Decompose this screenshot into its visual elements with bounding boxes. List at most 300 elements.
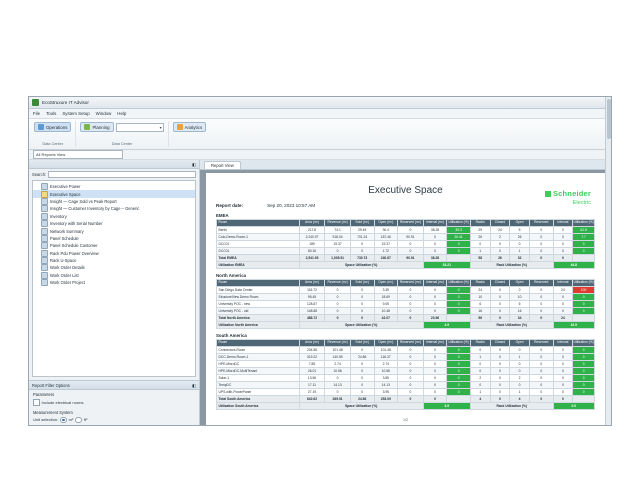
report-icon [41,235,48,242]
th-rack-utilization: Utilization (%) [573,280,595,287]
cell: 0 [350,294,374,301]
report-icon [41,264,48,271]
table-utilization-row [217,403,595,410]
cell: 0 [529,255,553,262]
main-body [29,160,611,425]
table-row [217,361,595,368]
cell: 0 [423,375,447,382]
cell: 2 [490,234,510,241]
cell: 0 [529,389,553,396]
table-utilization-row [217,322,595,329]
cell: 0 [553,347,573,354]
cell: 0 [510,241,530,248]
cell: 3.35 [374,287,398,294]
cell-utilization: 0 [447,294,471,301]
menu-item-file[interactable]: File [33,111,41,116]
table-emea [216,219,595,269]
table-row [217,375,595,382]
cell-rack-utilization-label: Rack Utilization (%) [470,322,553,329]
cell: 24 [490,227,510,234]
cell: 0 [490,368,510,375]
cell: 7.85 [299,361,325,368]
cell: 0 [553,301,573,308]
report-icon [41,213,48,220]
table-row [217,308,595,315]
cell: 0 [350,315,374,322]
cell: 0 [553,308,573,315]
unit-option-m2: m² [68,417,74,423]
cell: 0 [490,382,510,389]
th-rack-utilization: Utilization (%) [573,340,595,347]
section-title-south-america: South America [216,333,247,338]
analytics-button[interactable] [173,122,207,132]
cell-rack-utilization: 0 [573,308,595,315]
cell: 10.48 [374,308,398,315]
cell: 0 [398,389,424,396]
tree-item-rack-u-space[interactable] [33,257,195,264]
cell: 1 [470,248,490,255]
brand-line2: Electric [572,200,591,206]
cell: 0 [529,248,553,255]
cell: 0 [553,382,573,389]
cell: 148.68 [299,308,325,315]
cell: 2.74 [325,361,351,368]
cell: 253.09 [374,396,398,403]
cell: 74.1 [325,227,351,234]
table-row [217,301,595,308]
cell: 0 [423,389,447,396]
cell: 0 [350,382,374,389]
report-icon [41,198,48,205]
tree-item-work-order-project[interactable] [33,279,195,286]
report-icon [41,228,48,235]
unit-option-ft2: ft² [83,417,88,423]
cell: 38.28 [423,227,447,234]
th-revenue: Revenue (m²) [325,220,351,227]
cell-room: Berlin [217,227,300,234]
th-racks: Racks [470,280,490,287]
cell-utilization: 0 [447,301,471,308]
th-room: Room [217,280,300,287]
cell: 187.46 [374,234,398,241]
cell: 0 [553,368,573,375]
cell: 0 [398,354,424,361]
cell: 0 [325,375,351,382]
th-sold: Sold (m²) [350,280,374,287]
include-electrical-rooms-checkbox[interactable] [33,399,40,406]
table-row [217,354,595,361]
cell-room: UPS-with-PowerPanel [217,389,300,396]
th-reserved: Reserved (m²) [398,280,424,287]
reports-panel-header [29,160,199,169]
cell-rack-utilization: 0 [573,248,595,255]
cell: 128.87 [299,301,325,308]
cell-utilization: 0 [447,389,471,396]
cell: 0 [350,248,374,255]
cell: 0 [529,354,553,361]
menu-item-help[interactable]: Help [117,111,127,116]
cell: 13.56 [299,375,325,382]
search-label: Search: [32,172,47,177]
cell: 4 [510,396,530,403]
cell: 24.86 [350,354,374,361]
report-icon [41,272,48,279]
app-logo-icon [32,99,39,106]
cell: 14.13 [374,382,398,389]
view-selector-bar [29,150,611,160]
th-utilization: Utilization (%) [447,340,471,347]
cell: 24 [553,315,573,322]
tree-item-label: Insight — Cage Sold vs Peak Report [50,198,117,204]
cell: 0 [529,347,553,354]
cell: 38.28 [423,255,447,262]
th-room: Room [217,220,300,227]
cell: 1.72 [374,248,398,255]
cell: 5 [510,227,530,234]
cell: 0 [350,301,374,308]
tree-item-network-summary[interactable] [33,227,195,234]
cell: 0 [529,301,553,308]
cell: 0 [553,255,573,262]
cell: 95.45 [299,294,325,301]
ribbon-group-operations[interactable] [32,121,76,147]
cell: 29.49 [350,227,374,234]
cell: 234.58 [299,347,325,354]
cell-utilization: 0 [447,361,471,368]
operations-label: Operations [46,124,68,130]
planning-label: Planning [92,124,110,130]
cell: 42.07 [374,315,398,322]
th-revenue: Revenue (m²) [325,280,351,287]
cell: 0 [490,315,510,322]
include-electrical-rooms-label: Include electrical rooms [41,399,84,405]
cell: 0 [398,241,424,248]
th-rack-open: Open [510,220,530,227]
include-electrical-rooms-row[interactable] [33,399,195,406]
unit-selection-label: Unit selection: [33,417,59,423]
filter-collapse-icon[interactable]: ◧ [192,382,196,388]
cell [573,315,595,322]
cell-rack-utilization: 0 [573,368,595,375]
cell: 56 [470,315,490,322]
cell: 2 [510,375,530,382]
cell-rack-utilization-label: Rack Utilization (%) [470,262,553,269]
cell [573,396,595,403]
cell: 26 [470,234,490,241]
ribbon-group-planning[interactable] [78,121,168,147]
table-south-america [216,339,595,410]
cell: 0 [350,347,374,354]
unit-selection-row[interactable] [33,417,195,424]
tree-item-inventory-serial[interactable] [33,220,195,227]
cell: 4 [470,396,490,403]
cell-utilization: 0 [447,375,471,382]
cell-space-utilization-label: Space Utilization (%) [299,262,423,269]
th-area: Area (m²) [299,220,325,227]
table-row [217,248,595,255]
cell: 0 [398,227,424,234]
cell-room: StructureView Demo Room [217,294,300,301]
cell-utilization: 30.41 [447,234,471,241]
menu-item-window[interactable]: Window [95,111,112,116]
operations-icon [38,124,44,130]
cell: 1 [470,389,490,396]
parameters-section [29,390,199,408]
cell: 10 [470,294,490,301]
tree-item-inventory[interactable] [33,213,195,220]
report-icon [41,205,48,212]
cell-rack-utilization-label: Rack Utilization (%) [470,403,553,410]
cell: 0 [325,287,351,294]
brand-line1: Schneider [552,189,591,198]
cell-room: DCC01 [217,241,300,248]
cell: 642.62 [299,396,325,403]
cell: 0 [490,241,510,248]
tree-item-label: Work Order Details [50,265,85,271]
table-row [217,368,595,375]
cell: 34 [510,315,530,322]
cell: 0 [529,234,553,241]
operations-button[interactable] [34,122,71,132]
cell: 0 [350,368,374,375]
cell: 0 [423,382,447,389]
th-utilization: Utilization (%) [447,220,471,227]
cell-rack-utilization: 0 [573,361,595,368]
cell-rack-utilization: 0 [573,375,595,382]
planning-icon [84,124,90,130]
cell: 0 [490,354,510,361]
cell: 0 [490,287,510,294]
cell: 0 [529,382,553,389]
cell: 9.05 [374,301,398,308]
cell: 23.96 [423,315,447,322]
th-rack-reserved: Reserved [529,280,553,287]
cell: 0 [529,368,553,375]
cell: 0 [553,234,573,241]
th-utilization: Utilization (%) [447,280,471,287]
cell-room: DCC-Demo-Room-1 [217,354,300,361]
report-icon [41,183,48,190]
cell-utilization: 0 [447,241,471,248]
cell: 10.56 [325,368,351,375]
planning-dropdown[interactable] [116,123,164,132]
cell: 0 [398,301,424,308]
cell: 0 [423,241,447,248]
cell-room: TempDC [217,382,300,389]
cell: 19.37 [374,241,398,248]
cell-room: Solar-1 [217,375,300,382]
cell: 701.24 [350,234,374,241]
tree-item-label: Work Order List [50,272,79,278]
cell-utilization-label: Utilization North America [217,322,300,329]
cell: 0 [553,389,573,396]
tree-item-panel-schedule[interactable] [33,235,195,242]
cell-total-label: Total South America [217,396,300,403]
cell: 24 [553,287,573,294]
ribbon-toolbar [29,119,611,150]
cell: 18.69 [374,294,398,301]
th-rack-open: Open [510,280,530,287]
cell-rack-utilization: 0 [573,354,595,361]
report-filter-title: Report Filter Options [32,382,70,388]
tree-item-work-order-details[interactable] [33,264,195,271]
table-row [217,227,595,234]
cell-space-utilization-value: 33.21 [423,262,470,269]
tab-report-view[interactable]: Report View [204,161,241,169]
cell: 0 [350,389,374,396]
table-north-america [216,279,595,329]
cell: 0 [423,234,447,241]
planning-button[interactable] [80,122,113,132]
table-total-row [217,255,595,262]
cell: 0 [510,287,530,294]
cell: 0 [398,294,424,301]
report-date-row [216,203,595,208]
cell: 0 [398,315,424,322]
cell [573,255,595,262]
cell: 29 [470,227,490,234]
cell: 0 [423,396,447,403]
search-input[interactable] [48,171,196,178]
cell: 19.37 [325,241,351,248]
tree-item-work-order-list[interactable] [33,272,195,279]
table-row [217,287,595,294]
menu-item-tools[interactable]: Tools [46,111,57,116]
unit-radio-m2[interactable] [60,417,67,424]
cell-room: San Diego Data Center [217,287,300,294]
cell: 58 [470,255,490,262]
tree-item-label: Rack Pdu Power Overview [50,250,99,256]
search-row [29,169,199,180]
cell-utilization: 35.3 [447,227,471,234]
cell: 488.72 [299,315,325,322]
table-row [217,389,595,396]
report-scrollbar[interactable] [605,170,611,425]
cell: 24 [470,287,490,294]
report-tab-strip [200,160,611,170]
cell: 0 [423,361,447,368]
cell-rack-utilization: 0 [573,301,595,308]
cell-utilization: 0 [447,368,471,375]
cell-utilization: 0 [447,248,471,255]
menu-item-system-setup[interactable]: System Setup [62,111,90,116]
cell: 0 [553,294,573,301]
operations-sublabel: Data Center [42,142,63,146]
table-utilization-row [217,262,595,269]
cell: 0 [325,315,351,322]
report-date-value: Sep 20, 2023 10:57 AM [267,203,316,208]
th-open: Open (m²) [374,340,398,347]
cell: 0 [470,241,490,248]
cell: 0 [470,382,490,389]
th-rack-internal: Internal [553,340,573,347]
cell: 0 [398,382,424,389]
cell: 0 [510,382,530,389]
tree-item-insight-cage-sold[interactable] [33,198,195,205]
cell [447,396,471,403]
reports-tree[interactable] [32,180,196,377]
th-sold: Sold (m²) [350,340,374,347]
panel-collapse-icon[interactable]: ◧ [192,161,196,167]
th-rack-reserved: Reserved [529,340,553,347]
cell: 14.13 [325,382,351,389]
cell: 1 [470,354,490,361]
cell: 0 [490,389,510,396]
cell [447,315,471,322]
tree-item-label: Panel Schedule [50,235,79,241]
cell-total-label: Total EMEA [217,255,300,262]
cell: 0 [553,361,573,368]
cell: 0 [325,389,351,396]
cell: 0 [350,287,374,294]
table-total-row [217,396,595,403]
cell: 6 [470,301,490,308]
cell-space-utilization-label: Space Utilization (%) [299,403,423,410]
tree-item-executive-space[interactable] [33,190,195,197]
cell-rack-utilization: 7.7 [573,234,595,241]
cell: 0 [398,368,424,375]
th-reserved: Reserved (m²) [398,340,424,347]
ribbon-group-analytics[interactable] [171,121,211,147]
cell: 2 [470,375,490,382]
planning-sublabel: Data Center [111,142,133,146]
chevron-down-icon: ▾ [159,124,162,130]
table-row [217,294,595,301]
cell: 0 [325,294,351,301]
tree-item-insight-customer-inventory[interactable] [33,205,195,212]
cell: 0 [398,287,424,294]
cell: 10 [510,294,530,301]
cell: 0 [350,375,374,382]
cell: 0 [529,287,553,294]
cell: 0 [490,396,510,403]
tree-item-label: Rack U-Space [50,258,77,264]
cell: 918.04 [325,234,351,241]
cell: 0 [529,396,553,403]
cell-space-utilization-value: 4.9 [423,322,470,329]
cell: 0 [553,396,573,403]
cell-space-utilization-label: Space Utilization (%) [299,322,423,329]
cell-room: DCC01 [217,248,300,255]
tree-item-rack-pdu-power-overview[interactable] [33,250,195,257]
cell: 10.56 [374,368,398,375]
report-icon [41,242,48,249]
cell-utilization: 0 [447,382,471,389]
cell: 0 [490,347,510,354]
report-page [206,173,605,425]
cell: 0 [490,361,510,368]
cell: 0 [423,248,447,255]
report-filter-header [29,380,199,390]
cell: 0 [510,361,530,368]
left-panel [29,160,200,425]
cell: 90.91 [398,255,424,262]
cell: 0 [553,227,573,234]
tree-item-executive-power[interactable] [33,183,195,190]
th-room: Room [217,340,300,347]
cell: 90.91 [398,234,424,241]
unit-radio-ft2[interactable] [75,417,82,424]
cell: 0 [490,375,510,382]
measurement-title: Measurement System [33,409,73,415]
th-closed: Closed [490,340,510,347]
cell: 101.48 [374,347,398,354]
tree-item-label: Insight — Customer Inventory by Cage – Generic [50,206,140,212]
tree-item-panel-schedule-customer[interactable] [33,242,195,249]
cell: 0 [350,361,374,368]
all-reports-view-dropdown[interactable]: All Reports View [33,150,123,159]
cell: 0 [529,315,553,322]
